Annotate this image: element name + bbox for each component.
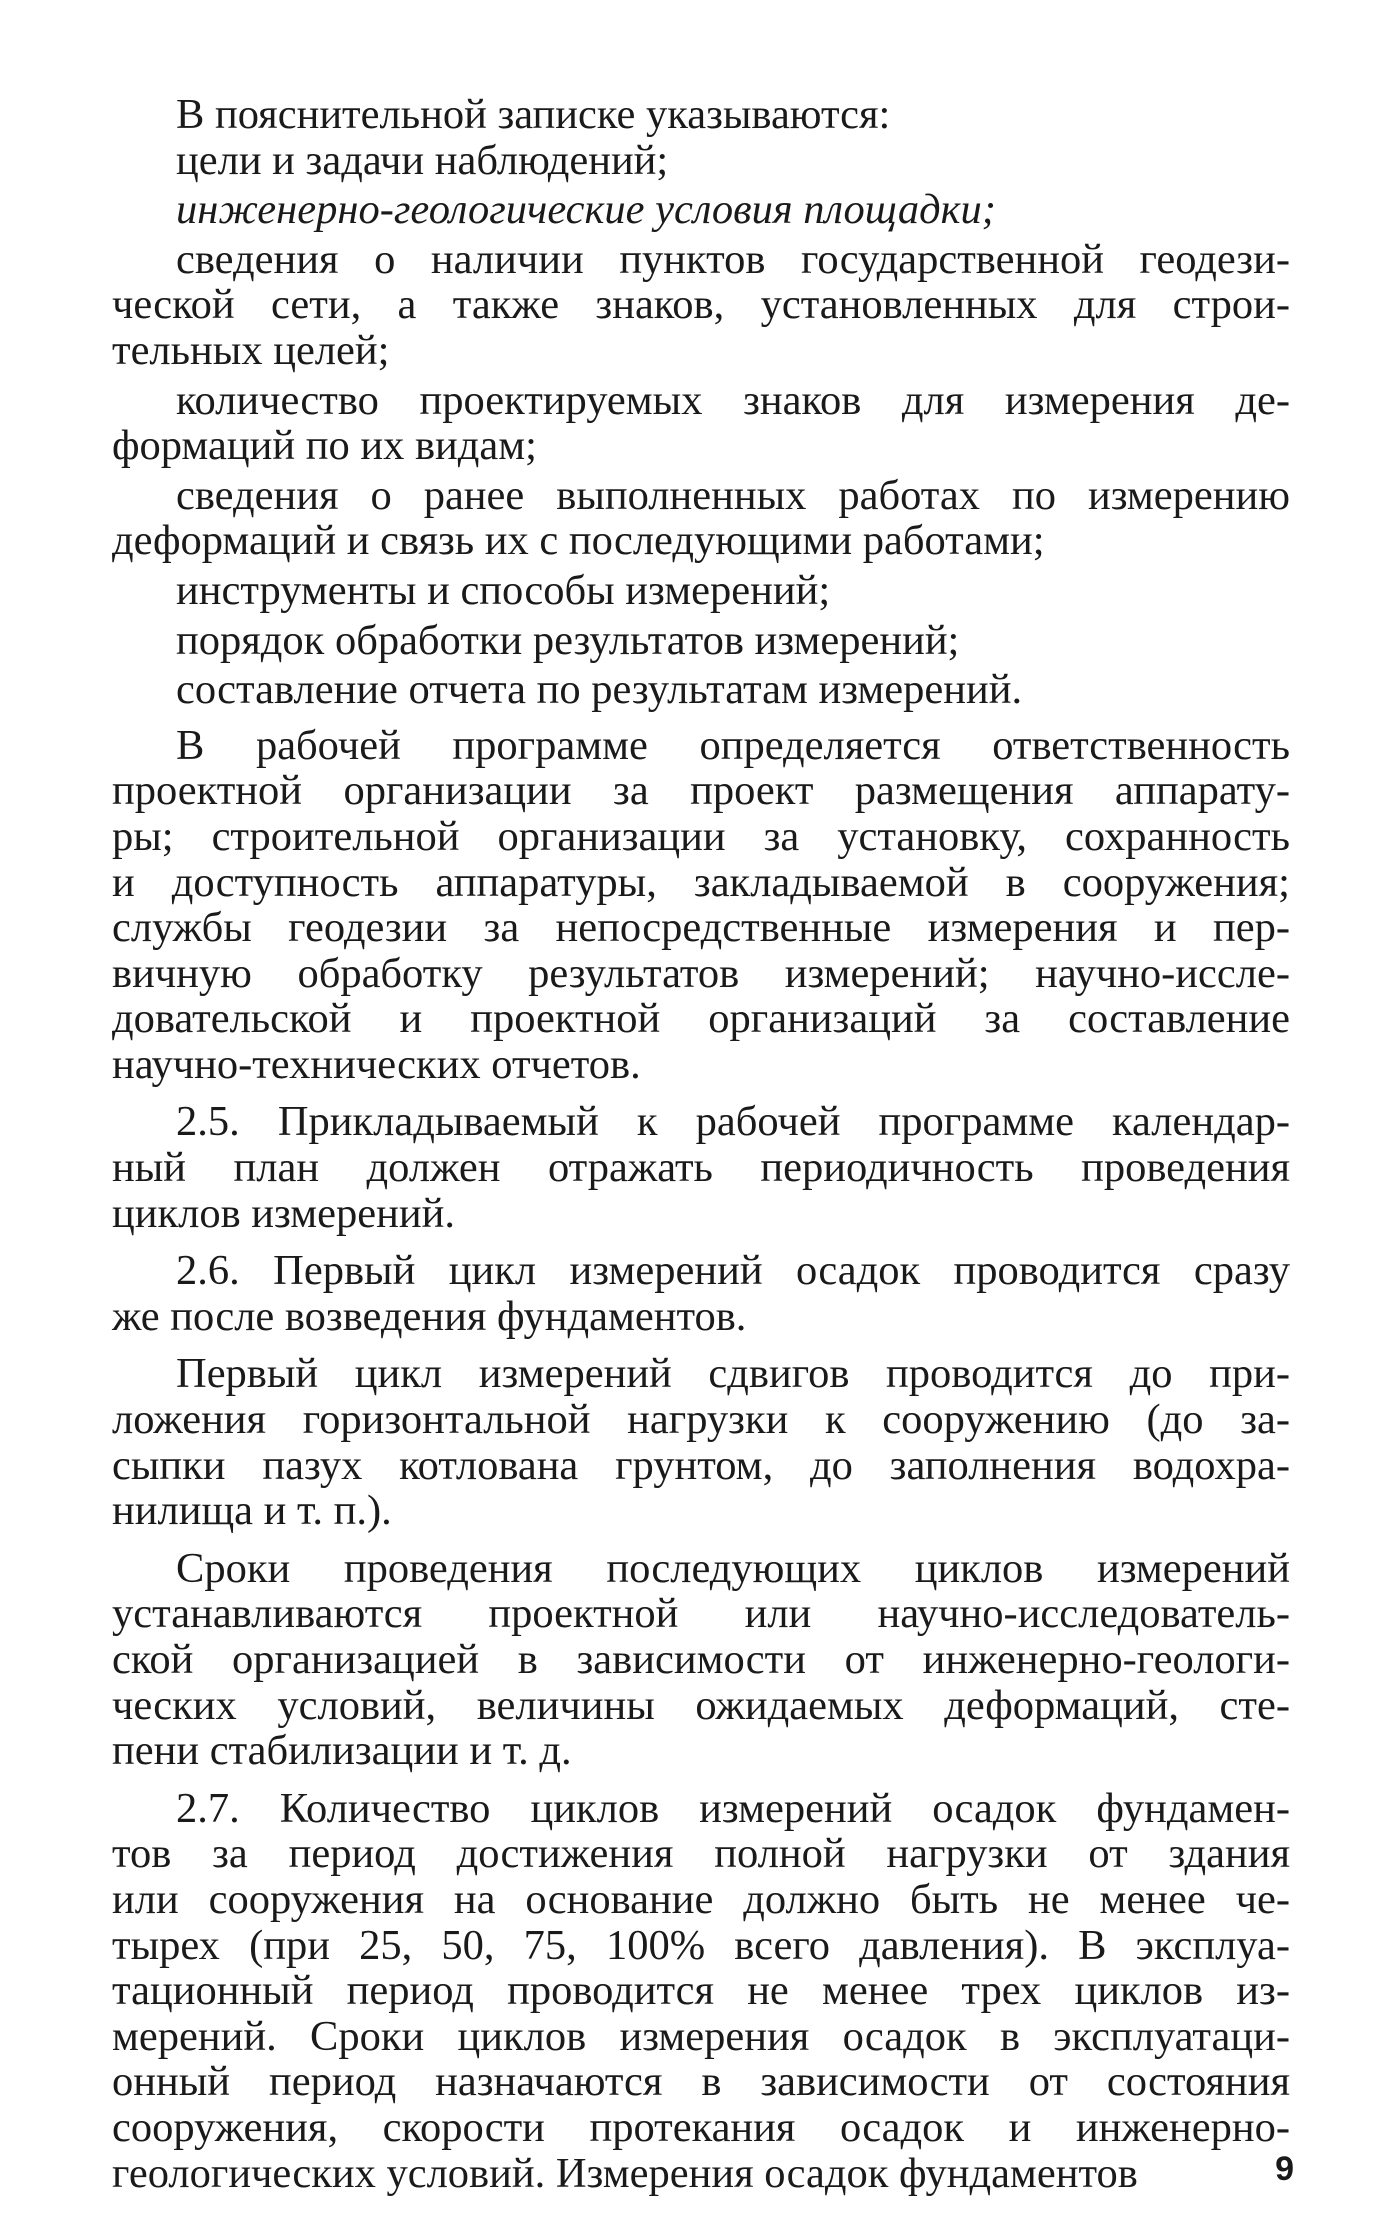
paragraph-line: геологических условий. Измерения осадок фундаментов — [112, 2149, 1138, 2197]
list-item-line: деформаций и связь их с последующими работами; — [112, 517, 1045, 565]
paragraph-line: ры; строительной организации за установку, сохранность — [112, 812, 1290, 860]
paragraph — [112, 723, 1290, 1088]
list-item-line: инженерно-геологические условия площадки; — [176, 186, 996, 234]
paragraph-line: тов за период достижения полной нагрузки от здания — [112, 1830, 1290, 1878]
paragraph — [112, 1546, 1290, 1774]
paragraph-line: или сооружения на основание должно быть не менее че- — [112, 1875, 1290, 1923]
list-item — [112, 237, 1290, 374]
list-item-line: инструменты и способы измерений; — [176, 566, 831, 614]
list-item-line: ческой сети, а также знаков, установленных для строи- — [112, 281, 1290, 329]
intro-line: В пояснительной записке указываются: — [176, 91, 891, 138]
paragraph-line: 2.7. Количество циклов измерений осадок фундамен- — [176, 1784, 1290, 1832]
list-item-line: составление отчета по результатам измерений. — [176, 666, 1023, 714]
list-item-line: количество проектируемых знаков для измерения де- — [176, 376, 1290, 424]
paragraph-line: службы геодезии за непосредственные измерения и пер- — [112, 904, 1290, 952]
list-item — [112, 138, 1290, 184]
paragraph-line: циклов измерений. — [112, 1189, 455, 1237]
paragraph — [112, 1099, 1290, 1236]
list-item — [112, 187, 1290, 233]
paragraph-line: ческих условий, величины ожидаемых деформаций, сте- — [112, 1681, 1290, 1729]
paragraph — [112, 1248, 1290, 1339]
paragraph-line: ской организацией в зависимости от инженерно-геологи- — [112, 1636, 1290, 1683]
paragraph-line: сооружения, скорости протекания осадок и инженерно- — [112, 2103, 1290, 2151]
paragraph-line: проектной организации за проект размещения аппарату- — [112, 767, 1290, 815]
list-item — [112, 568, 1290, 614]
paragraph-line: устанавливаются проектной или научно-исследователь- — [112, 1590, 1290, 1638]
list-item-line: тельных целей; — [112, 326, 390, 374]
paragraph-line: 2.6. Первый цикл измерений осадок проводится сразу — [176, 1247, 1290, 1295]
requirements-list — [112, 138, 1290, 713]
paragraph-line: вичную обработку результатов измерений; научно-иссле- — [112, 949, 1290, 997]
list-item-line: порядок обработки результатов измерений; — [176, 616, 960, 664]
paragraph-line: онный период назначаются в зависимости от состояния — [112, 2058, 1290, 2106]
body-paragraphs — [112, 723, 1290, 2196]
paragraph-line: ложения горизонтальной нагрузки к сооружению (до за- — [112, 1396, 1290, 1444]
paragraph-line: мерений. Сроки циклов измерения осадок в эксплуатаци- — [112, 2012, 1290, 2060]
paragraph-line: Первый цикл измерений сдвигов проводится до при- — [176, 1350, 1290, 1398]
list-item-line: сведения о наличии пунктов государственной геодези- — [176, 235, 1290, 283]
paragraph-line: 2.5. Прикладываемый к рабочей программе календар- — [176, 1098, 1290, 1146]
list-item — [112, 378, 1290, 469]
paragraph-line: сыпки пазух котлована грунтом, до заполнения водохра- — [112, 1441, 1290, 1489]
paragraph-line: пени стабилизации и т. д. — [112, 1727, 572, 1775]
list-item — [112, 473, 1290, 564]
paragraph-line: В рабочей программе определяется ответственность — [176, 721, 1290, 769]
paragraph — [112, 1786, 1290, 2196]
document-page — [112, 92, 1290, 2200]
page-number: 9 — [1275, 2150, 1294, 2188]
paragraph-line: и доступность аппаратуры, закладываемой в сооружения; — [112, 858, 1290, 906]
list-item-line: цели и задачи наблюдений; — [176, 136, 669, 184]
paragraph-line: нилища и т. п.). — [112, 1487, 392, 1535]
paragraph-line: довательской и проектной организаций за составление — [112, 995, 1290, 1043]
paragraph-line: Сроки проведения последующих циклов измерений — [176, 1544, 1290, 1592]
paragraph-line: ный план должен отражать периодичность проведения — [112, 1144, 1290, 1192]
paragraph — [112, 1351, 1290, 1533]
list-item-line: сведения о ранее выполненных работах по измерению — [176, 471, 1290, 519]
list-item — [112, 667, 1290, 713]
list-item-line: формаций по их видам; — [112, 422, 537, 470]
paragraph-line: научно-технических отчетов. — [112, 1040, 641, 1088]
paragraph-line: тационный период проводится не менее трех циклов из- — [112, 1967, 1290, 2015]
paragraph-line: тырех (при 25, 50, 75, 100% всего давления). В эксплуа- — [112, 1921, 1290, 1969]
list-item — [112, 618, 1290, 664]
paragraph-line: же после возведения фундаментов. — [112, 1292, 747, 1340]
